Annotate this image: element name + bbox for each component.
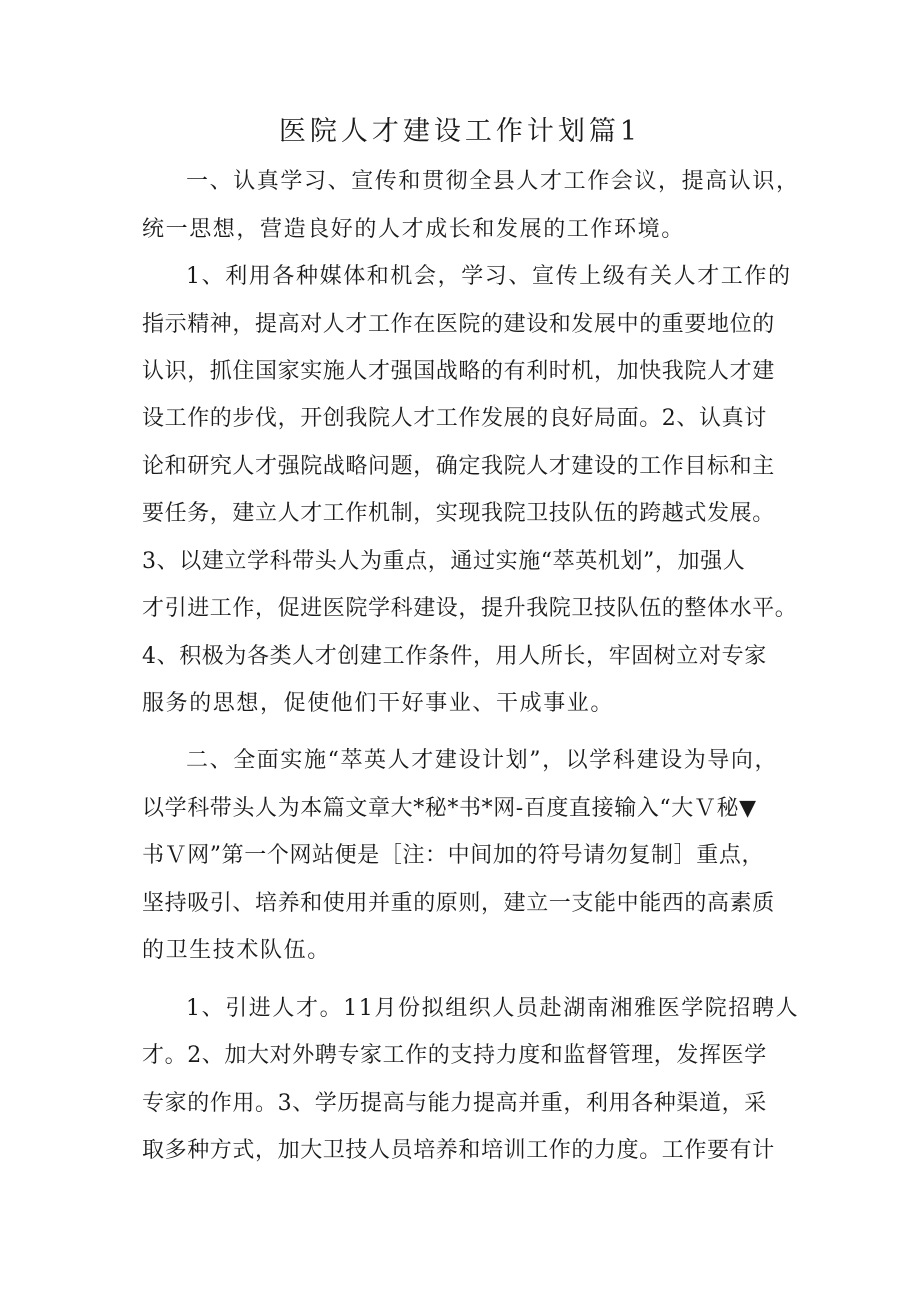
paragraph-line: 4、积极为各类人才创建工作条件，用人所长，牢固树立对专家 [142,644,767,669]
paragraph-line: 的卫生技术队伍。 [142,938,331,963]
document-title: 医院人才建设工作计划篇1 [278,116,642,147]
paragraph-line: 一、认真学习、宣传和贯彻全县人才工作会议，提高认识， [186,169,800,194]
paragraph-line: 设工作的步伐，开创我院人才工作发展的良好局面。2、认真讨 [142,406,767,431]
paragraph-line: 服务的思想，促使他们干好事业、干成事业。 [142,691,615,716]
paragraph-line: 3、以建立学科带头人为重点，通过实施“萃英机划”，加强人 [142,549,746,574]
paragraph-line: 才。2、加大对外聘专家工作的支持力度和监督管理，发挥医学 [142,1043,767,1068]
paragraph-line: 论和研究人才强院战略问题，确定我院人才建设的工作目标和主 [142,454,775,479]
paragraph-line: 二、全面实施“萃英人才建设计划”，以学科建设为导向， [186,748,779,773]
paragraph-line: 指示精神，提高对人才工作在医院的建设和发展中的重要地位的 [142,312,775,337]
paragraph-line: 1、利用各种媒体和机会，学习、宣传上级有关人才工作的 [186,264,792,289]
paragraph-line: 要任务，建立人才工作机制，实现我院卫技队伍的跨越式发展。 [142,501,775,526]
paragraph-line: 以学科带头人为本篇文章大*秘*书*网-百度直接输入“大Ｖ秘▼ [142,796,757,821]
paragraph-line: 统一思想，营造良好的人才成长和发展的工作环境。 [142,217,685,242]
paragraph-line: 坚持吸引、培养和使用并重的原则，建立一支能中能西的高素质 [142,891,775,916]
paragraph-line: 1、引进人才。11月份拟组织人员赴湖南湘雅医学院招聘人 [186,996,800,1021]
paragraph-line: 专家的作用。3、学历提高与能力提高并重，利用各种渠道，采 [142,1091,767,1116]
paragraph-line: 书Ｖ网”第一个网站便是［注：中间加的符号请勿复制］重点， [142,843,765,868]
paragraph-line: 取多种方式，加大卫技人员培养和培训工作的力度。工作要有计 [142,1138,775,1163]
paragraph-line: 认识，抓住国家实施人才强国战略的有利时机，加快我院人才建 [142,359,775,384]
paragraph-line: 才引进工作，促进医院学科建设，提升我院卫技队伍的整体水平。 [142,596,798,621]
